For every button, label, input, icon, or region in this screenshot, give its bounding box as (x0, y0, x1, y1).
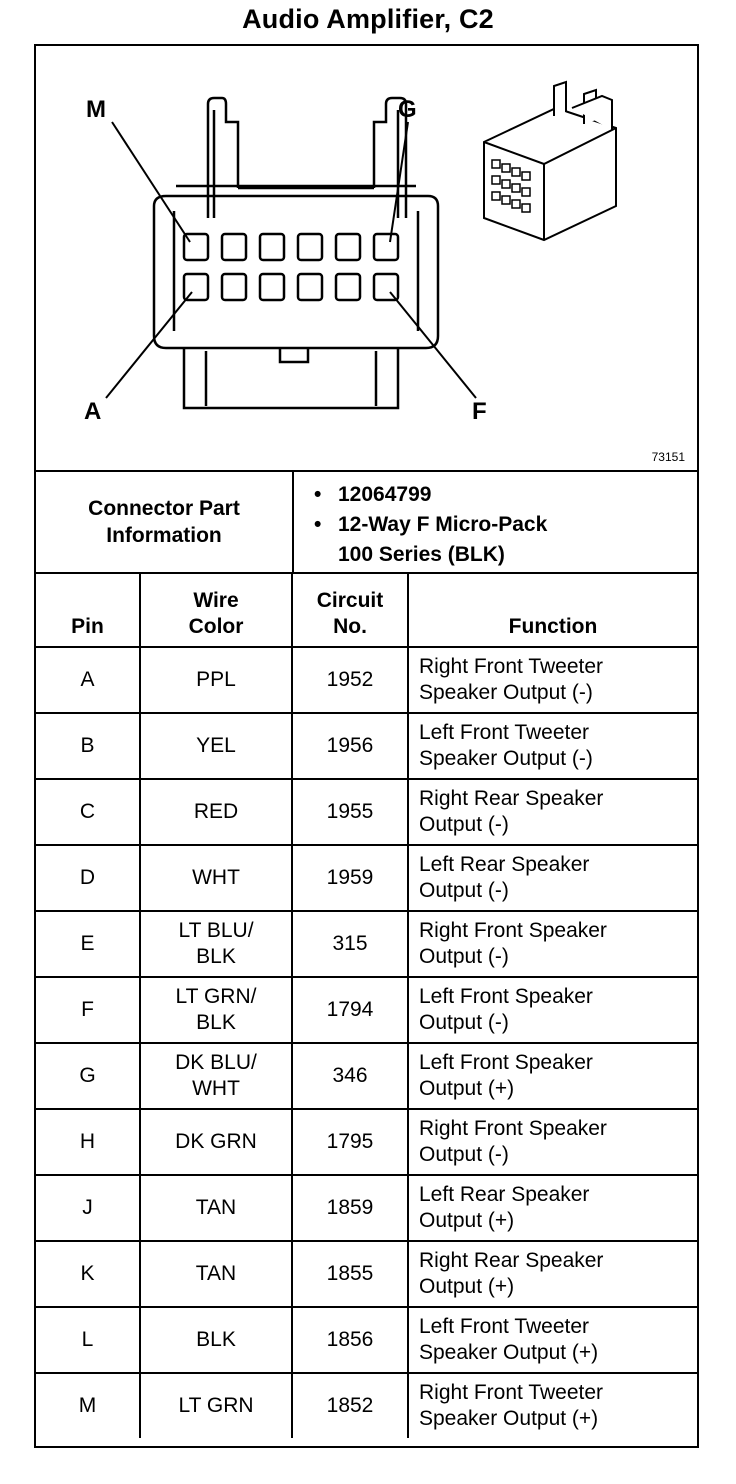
function-line: Output (+) (419, 1209, 515, 1232)
function-line: Output (+) (419, 1275, 515, 1298)
circuit-cell: 1856 (292, 1307, 408, 1373)
table-row (36, 647, 697, 713)
function-line: Output (-) (419, 879, 509, 902)
function-line: Left Front Tweeter (419, 1315, 590, 1338)
function-line: Right Front Speaker (419, 1117, 607, 1140)
connector-type: 12-Way F Micro-Pack (338, 513, 548, 536)
header-function: Function (408, 574, 697, 647)
bullet-icon: • (314, 483, 322, 506)
wire-color-cell: LT GRN (140, 1373, 292, 1438)
pinout-table (36, 574, 697, 1438)
function-line: Right Front Tweeter (419, 655, 604, 678)
function-line: Right Rear Speaker (419, 1249, 604, 1272)
pin-cell: H (36, 1109, 140, 1175)
wire-color-cell: RED (140, 779, 292, 845)
pin-cell: G (36, 1043, 140, 1109)
circuit-cell: 1956 (292, 713, 408, 779)
part-number: 12064799 (338, 483, 432, 506)
function-cell (408, 1043, 697, 1109)
connector-part-label (36, 472, 294, 572)
function-line: Output (-) (419, 1011, 509, 1034)
function-line: Right Front Tweeter (419, 1381, 604, 1404)
function-line: Left Front Speaker (419, 1051, 593, 1074)
function-cell (408, 1109, 697, 1175)
list-item (314, 510, 547, 570)
table-row (36, 1109, 697, 1175)
pin-cell: B (36, 713, 140, 779)
function-line: Speaker Output (+) (419, 1407, 599, 1430)
connector-part-list (314, 480, 547, 570)
function-cell (408, 1241, 697, 1307)
function-line: Output (-) (419, 813, 509, 836)
header-wire-color: Wire Color (140, 574, 292, 647)
figure-code: 73151 (651, 450, 685, 464)
pin-label-f: F (472, 398, 487, 425)
table-row (36, 1373, 697, 1438)
function-line: Speaker Output (+) (419, 1341, 599, 1364)
wire-color-cell: LT GRN/ BLK (140, 977, 292, 1043)
circuit-cell: 1859 (292, 1175, 408, 1241)
circuit-cell: 1955 (292, 779, 408, 845)
table-row (36, 1241, 697, 1307)
function-line: Output (+) (419, 1077, 515, 1100)
circuit-cell: 1959 (292, 845, 408, 911)
wire-color-cell: BLK (140, 1307, 292, 1373)
circuit-cell: 315 (292, 911, 408, 977)
label-line: Information (106, 524, 222, 547)
bullet-icon: • (314, 513, 322, 536)
pin-cell: K (36, 1241, 140, 1307)
function-cell (408, 977, 697, 1043)
label-line: Connector Part (88, 497, 240, 520)
function-cell (408, 1307, 697, 1373)
function-line: Left Rear Speaker (419, 853, 590, 876)
wire-color-cell: DK BLU/ WHT (140, 1043, 292, 1109)
connector-face-drawing (36, 46, 697, 470)
page-title: Audio Amplifier, C2 (242, 4, 494, 34)
circuit-cell: 1794 (292, 977, 408, 1043)
table-row (36, 1043, 697, 1109)
pin-cell: J (36, 1175, 140, 1241)
connector-diagram (36, 46, 697, 472)
function-line: Left Rear Speaker (419, 1183, 590, 1206)
function-cell (408, 647, 697, 713)
table-row (36, 1175, 697, 1241)
pin-cell: C (36, 779, 140, 845)
function-cell (408, 911, 697, 977)
wire-color-cell: WHT (140, 845, 292, 911)
table-row (36, 779, 697, 845)
function-line: Right Front Speaker (419, 919, 607, 942)
pin-label-a: A (84, 398, 102, 425)
wire-color-cell: TAN (140, 1241, 292, 1307)
pin-cell: F (36, 977, 140, 1043)
pin-cell: L (36, 1307, 140, 1373)
connector-series: 100 Series (BLK) (338, 543, 505, 566)
table-row (36, 845, 697, 911)
function-cell (408, 779, 697, 845)
circuit-cell: 1795 (292, 1109, 408, 1175)
table-row (36, 713, 697, 779)
function-cell (408, 845, 697, 911)
wire-color-cell: YEL (140, 713, 292, 779)
pin-label-m: M (86, 96, 106, 123)
pin-cell: D (36, 845, 140, 911)
connector-part-info (36, 472, 697, 574)
circuit-cell: 1852 (292, 1373, 408, 1438)
table-header (36, 574, 697, 647)
pin-cell: A (36, 647, 140, 713)
wire-color-cell: TAN (140, 1175, 292, 1241)
pin-cell: E (36, 911, 140, 977)
function-line: Right Rear Speaker (419, 787, 604, 810)
wire-color-cell: DK GRN (140, 1109, 292, 1175)
function-cell (408, 713, 697, 779)
function-line: Left Front Speaker (419, 985, 593, 1008)
function-line: Left Front Tweeter (419, 721, 590, 744)
pin-label-g: G (398, 96, 417, 123)
wire-color-cell: LT BLU/ BLK (140, 911, 292, 977)
function-line: Speaker Output (-) (419, 747, 593, 770)
list-item (314, 480, 547, 510)
pin-cell: M (36, 1373, 140, 1438)
function-line: Speaker Output (-) (419, 681, 593, 704)
table-row (36, 977, 697, 1043)
table-row (36, 1307, 697, 1373)
header-circuit: Circuit No. (292, 574, 408, 647)
circuit-cell: 1855 (292, 1241, 408, 1307)
circuit-cell: 1952 (292, 647, 408, 713)
function-cell (408, 1373, 697, 1438)
header-pin: Pin (36, 574, 140, 647)
table-row (36, 911, 697, 977)
function-line: Output (-) (419, 945, 509, 968)
function-line: Output (-) (419, 1143, 509, 1166)
wire-color-cell: PPL (140, 647, 292, 713)
circuit-cell: 346 (292, 1043, 408, 1109)
connector-sheet (34, 44, 699, 1448)
function-cell (408, 1175, 697, 1241)
